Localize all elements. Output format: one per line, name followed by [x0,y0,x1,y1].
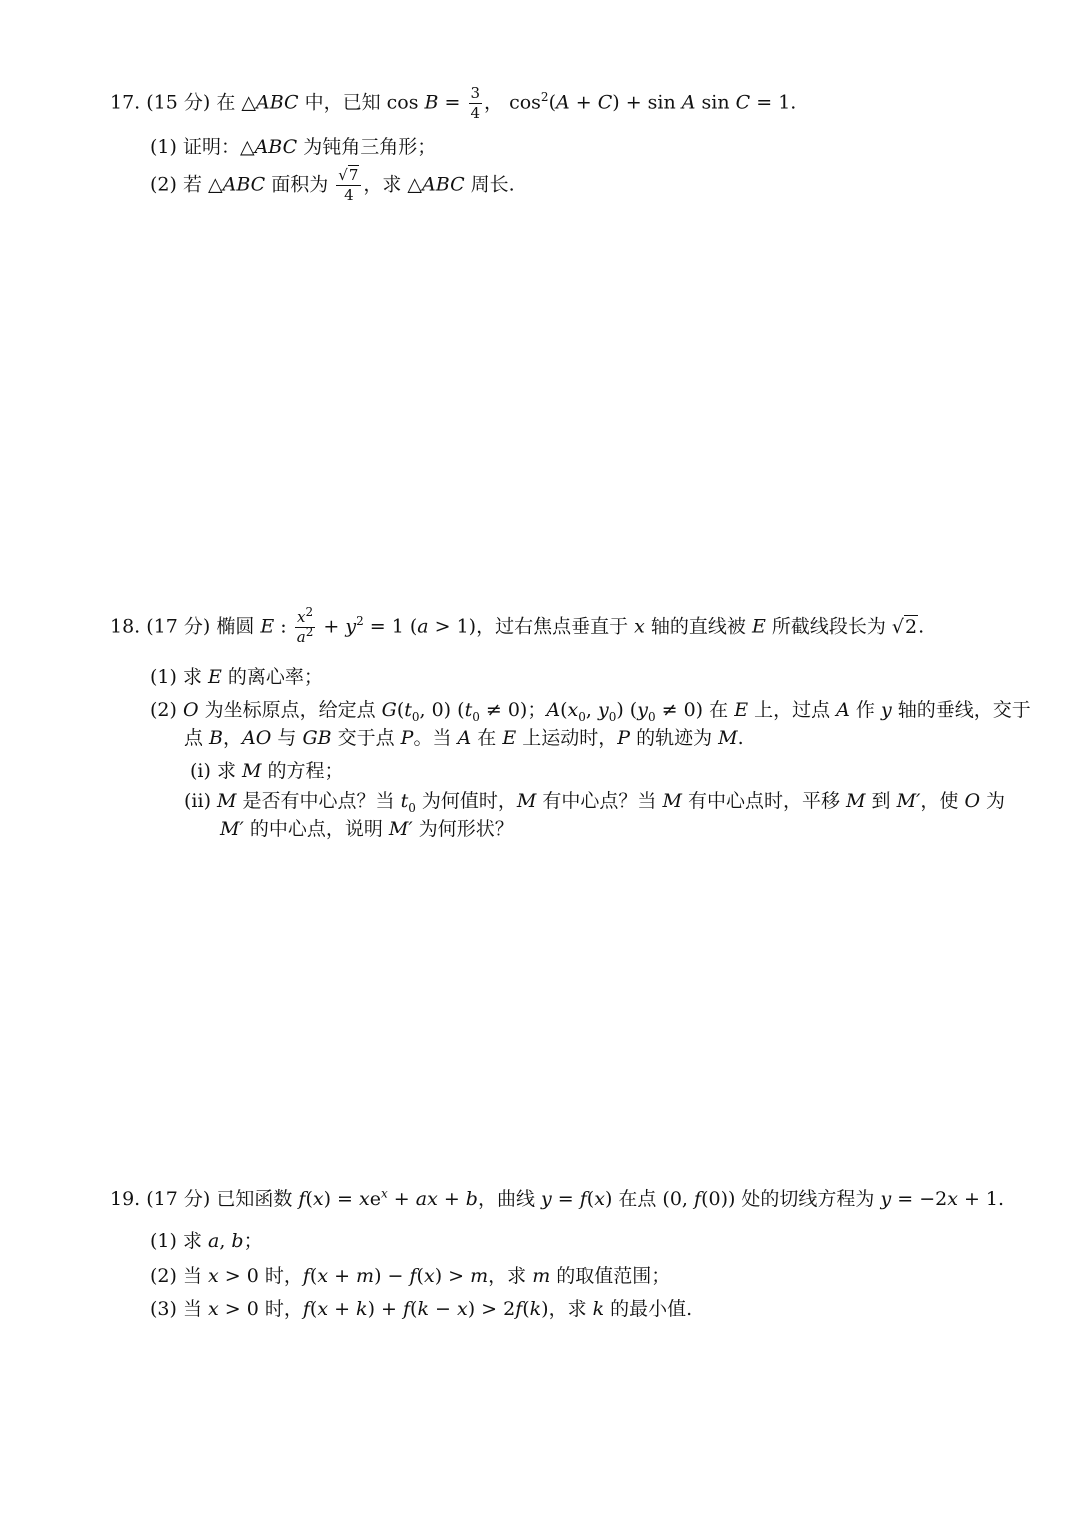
q18-sub-i: (i) 求 M 的方程； [190,760,344,782]
q19-part3: (3) 当 x > 0 时，f(x + k) + f(k − x) > 2f(k)，求 k 的最小值. [150,1298,693,1320]
q17-part1: (1) 证明：△ABC 为钝角三角形； [150,136,437,158]
q18-sub-ii-line1: (ii) M 是否有中心点？当 $t_0$ 为何值时，M 有中心点？当 M 有中心点时，平移 M 到 M′，使 O 为 [184,790,1006,815]
q17-part2: (2) 若 △ABC 面积为 $\frac{√7}{4}$ ，求 △ABC 周长. [150,166,515,204]
q19-part2: (2) 当 x > 0 时，f(x + m) − f(x) > m，求 m 的取值范围； [150,1265,671,1287]
q18-part2-line2: 点 B，AO 与 GB 交于点 P。当 A 在 E 上运动时，P 的轨迹为 M. [184,727,744,749]
q17-stem: 17. (15 分) 在 △ABC 中，已知 cos B = $\frac{3}{4}$ ， $\cos^2(A + C) + \sin A$ sin C = 1. [110,84,797,122]
q18-stem: 18. (17 分) 椭圆 E : $\frac{x^2}{a^2}$ + $y^2 = 1$ (a > 1)，过右焦点垂直于 x 轴的直线被 E 所截线段长为 √2. [110,605,925,646]
q18-part1: (1) 求 E 的离心率； [150,666,323,688]
q19-stem: 19. (17 分) 已知函数 $f(x) = xe^x$ + ax + b，曲线 y = f(x) 在点 (0, f(0)) 处的切线方程为 y = −2x + 1. [110,1186,1005,1210]
q18-sub-ii-line2: M′ 的中心点，说明 M′ 为何形状？ [220,818,514,840]
q19-part1: (1) 求 a, b； [150,1230,263,1252]
q18-part2-line1: (2) O 为坐标原点，给定点 $G(t_0$, 0) $(t_0 \ne 0)$；$A(x_0$, $y_0$) $(y_0 \ne 0)$ 在 E 上，过点 A 作 y 轴的垂线，交于 [150,699,1031,724]
